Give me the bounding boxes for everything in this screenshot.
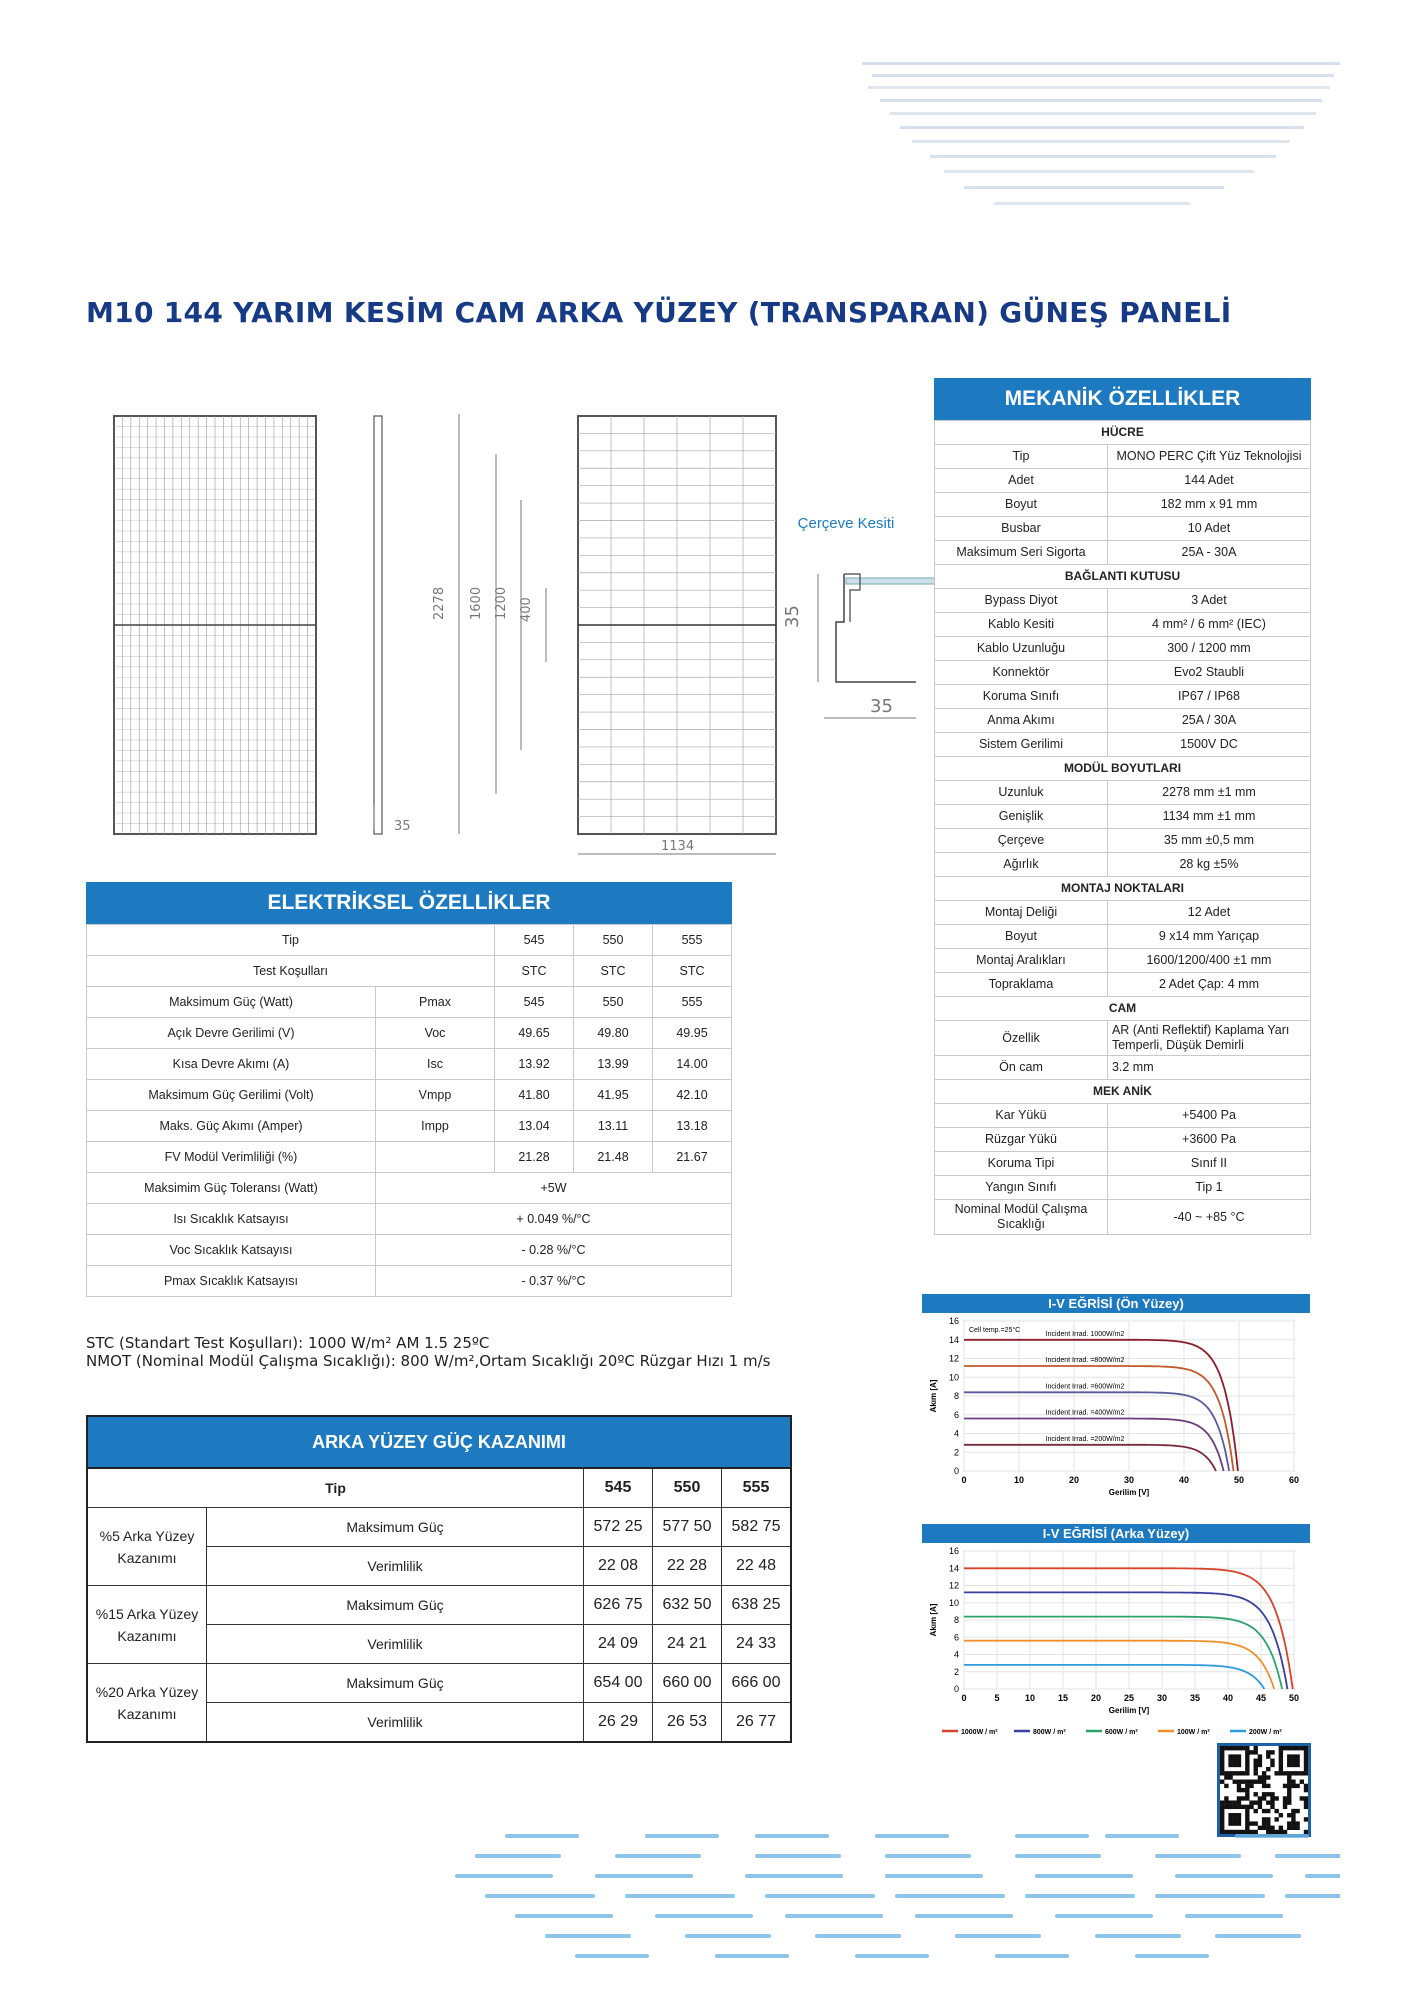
table-row <box>935 1176 1311 1200</box>
table-row <box>935 1104 1311 1128</box>
table-row <box>935 1056 1311 1080</box>
table-row <box>87 1142 732 1173</box>
metric-value: 26 29 <box>584 1703 653 1743</box>
spec-label: Boyut <box>935 925 1108 949</box>
table-row <box>87 956 732 987</box>
spec-value: 3.2 mm <box>1107 1056 1310 1080</box>
x-axis-label: Gerilim [V] <box>1108 1488 1150 1497</box>
table-row <box>87 1235 732 1266</box>
spec-symbol: Isc <box>376 1049 495 1080</box>
spec-symbol: Vmpp <box>376 1080 495 1111</box>
x-tick-label: 20 <box>1090 1693 1102 1703</box>
metric-value: 577 50 <box>653 1508 722 1547</box>
spec-value: 144 Adet <box>1107 469 1310 493</box>
table-row <box>935 853 1311 877</box>
iv-front-plot <box>922 1313 1310 1513</box>
spec-label: Maksimum Seri Sigorta <box>935 541 1108 565</box>
spec-value: 49.65 <box>495 1018 574 1049</box>
spec-label: Açık Devre Gerilimi (V) <box>87 1018 376 1049</box>
spec-value: Tip 1 <box>1107 1176 1310 1200</box>
metric-value: 582 75 <box>722 1508 792 1547</box>
table-row <box>935 469 1311 493</box>
iv-rear-title: I-V EĞRİSİ (Arka Yüzey) <box>922 1524 1310 1543</box>
metric-label: Verimlilik <box>207 1547 584 1586</box>
spec-label: Ağırlık <box>935 853 1108 877</box>
y-tick-label: 0 <box>953 1466 959 1476</box>
spec-value: IP67 / IP68 <box>1107 685 1310 709</box>
spec-value: 1134 mm ±1 mm <box>1107 805 1310 829</box>
spec-label: Rüzgar Yükü <box>935 1128 1108 1152</box>
table-row <box>87 1266 732 1297</box>
spec-value: 42.10 <box>653 1080 732 1111</box>
spec-label: Maks. Güç Akımı (Amper) <box>87 1111 376 1142</box>
table-row <box>935 1021 1311 1056</box>
spec-value: +5400 Pa <box>1107 1104 1310 1128</box>
y-tick-label: 4 <box>953 1649 959 1660</box>
spec-value: MONO PERC Çift Yüz Teknolojisi <box>1107 445 1310 469</box>
metric-value: 626 75 <box>584 1586 653 1625</box>
spec-value: 550 <box>574 925 653 956</box>
svg-text:35: 35 <box>782 605 803 628</box>
table-row <box>935 901 1311 925</box>
spec-value: STC <box>653 956 732 987</box>
x-tick-label: 40 <box>1222 1693 1234 1703</box>
spec-label: Uzunluk <box>935 781 1108 805</box>
y-tick-label: 0 <box>953 1684 959 1694</box>
x-tick-label: 0 <box>961 1693 967 1703</box>
spec-value: STC <box>495 956 574 987</box>
metric-value: 572 25 <box>584 1508 653 1547</box>
column-header: 550 <box>653 1468 722 1508</box>
spec-label: Bypass Diyot <box>935 589 1108 613</box>
spec-value: 12 Adet <box>1107 901 1310 925</box>
metric-value: 666 00 <box>722 1664 792 1703</box>
spec-label: Montaj Aralıkları <box>935 949 1108 973</box>
table-row <box>87 1586 791 1625</box>
spec-value: AR (Anti Reflektif) Kaplama Yarı Temperli, Düşük Demirli <box>1107 1021 1310 1056</box>
spec-value: Evo2 Staubli <box>1107 661 1310 685</box>
spec-value: 2278 mm ±1 mm <box>1107 781 1310 805</box>
spec-label: Voc Sıcaklık Katsayısı <box>87 1235 376 1266</box>
svg-text:35: 35 <box>870 696 893 717</box>
spec-label: Ön cam <box>935 1056 1108 1080</box>
series-label: Incident Irrad. =400W/m2 <box>1045 1409 1125 1417</box>
y-tick-label: 4 <box>953 1428 959 1439</box>
table-row <box>87 1204 732 1235</box>
spec-value: 21.67 <box>653 1142 732 1173</box>
table-row <box>935 637 1311 661</box>
spec-label: Çerçeve <box>935 829 1108 853</box>
iv-front-chart <box>922 1294 1310 1518</box>
panel-technical-drawing <box>86 410 934 880</box>
iv-front-title: I-V EĞRİSİ (Ön Yüzey) <box>922 1294 1310 1313</box>
x-axis-label: Gerilim [V] <box>1108 1706 1150 1715</box>
spec-value: 182 mm x 91 mm <box>1107 493 1310 517</box>
spec-value: 1500V DC <box>1107 733 1310 757</box>
table-row <box>935 661 1311 685</box>
nmot-note: NMOT (Nominal Modül Çalışma Sıcaklığı): 800 W/m²,Ortam Sıcaklığı 20ºC Rüzgar Hızı 1 m/s <box>86 1352 771 1370</box>
svg-text:1600: 1600 <box>469 586 484 620</box>
y-tick-label: 6 <box>953 1632 959 1643</box>
table-row <box>935 781 1311 805</box>
x-tick-label: 60 <box>1288 1475 1300 1485</box>
metric-label: Verimlilik <box>207 1703 584 1743</box>
metric-value: 26 77 <box>722 1703 792 1743</box>
spec-value: -40 ~ +85 °C <box>1107 1200 1310 1235</box>
legend-label: 100W / m² <box>1177 1729 1210 1736</box>
table-row <box>935 733 1311 757</box>
mechanical-title: MEKANİK ÖZELLİKLER <box>934 378 1311 420</box>
spec-value: 25A / 30A <box>1107 709 1310 733</box>
spec-symbol <box>376 1142 495 1173</box>
spec-value: +3600 Pa <box>1107 1128 1310 1152</box>
metric-label: Maksimum Güç <box>207 1508 584 1547</box>
metric-value: 638 25 <box>722 1586 792 1625</box>
section-header: BAĞLANTI KUTUSU <box>935 565 1311 589</box>
metric-value: 26 53 <box>653 1703 722 1743</box>
metric-value: 654 00 <box>584 1664 653 1703</box>
y-tick-label: 14 <box>948 1563 959 1574</box>
spec-value: 550 <box>574 987 653 1018</box>
table-row <box>935 493 1311 517</box>
x-tick-label: 35 <box>1189 1693 1201 1703</box>
spec-value: 25A - 30A <box>1107 541 1310 565</box>
table-row <box>935 1128 1311 1152</box>
y-tick-label: 8 <box>953 1615 959 1625</box>
x-tick-label: 20 <box>1068 1475 1080 1485</box>
spec-value: 35 mm ±0,5 mm <box>1107 829 1310 853</box>
spec-label: Anma Akımı <box>935 709 1108 733</box>
x-tick-label: 25 <box>1123 1693 1135 1703</box>
table-row <box>935 709 1311 733</box>
y-tick-label: 14 <box>948 1334 959 1345</box>
y-tick-label: 12 <box>948 1353 959 1364</box>
metric-value: 24 33 <box>722 1625 792 1664</box>
bottom-decoration <box>455 1826 1340 1976</box>
electrical-table <box>86 924 732 1297</box>
series-label: Incident Irrad. =800W/m2 <box>1045 1357 1125 1364</box>
mechanical-table <box>934 420 1311 1235</box>
table-row <box>935 973 1311 997</box>
metric-value: 22 28 <box>653 1547 722 1586</box>
x-tick-label: 10 <box>1013 1475 1025 1485</box>
rear-gain-specs <box>86 1415 792 1743</box>
spec-value: STC <box>574 956 653 987</box>
spec-label: Tip <box>935 445 1108 469</box>
table-row <box>87 1018 732 1049</box>
spec-label: Kar Yükü <box>935 1104 1108 1128</box>
section-header: CAM <box>935 997 1311 1021</box>
spec-value: 41.95 <box>574 1080 653 1111</box>
spec-value: 2 Adet Çap: 4 mm <box>1107 973 1310 997</box>
spec-value: 300 / 1200 mm <box>1107 637 1310 661</box>
svg-text:2278: 2278 <box>432 586 447 620</box>
spec-label: Test Koşulları <box>87 956 495 987</box>
electrical-specs <box>86 882 732 1297</box>
spec-label: Genişlik <box>935 805 1108 829</box>
spec-symbol: Impp <box>376 1111 495 1142</box>
chart-annotation: Cell temp.=25°C <box>969 1327 1021 1334</box>
y-axis-label: Akım [A] <box>929 1603 938 1637</box>
spec-value: 41.80 <box>495 1080 574 1111</box>
table-row <box>935 541 1311 565</box>
spec-label: Nominal Modül Çalışma Sıcaklığı <box>935 1200 1108 1235</box>
legend-label: 1000W / m² <box>961 1729 998 1736</box>
spec-label: Tip <box>87 925 495 956</box>
column-header: 545 <box>584 1468 653 1508</box>
rear-gain-table <box>86 1467 792 1743</box>
spec-value: 13.92 <box>495 1049 574 1080</box>
section-header: MONTAJ NOKTALARI <box>935 877 1311 901</box>
legend-label: 600W / m² <box>1105 1729 1138 1736</box>
metric-value: 632 50 <box>653 1586 722 1625</box>
spec-value: 13.99 <box>574 1049 653 1080</box>
spec-value: 1600/1200/400 ±1 mm <box>1107 949 1310 973</box>
spec-label: Koruma Tipi <box>935 1152 1108 1176</box>
table-row <box>935 1152 1311 1176</box>
section-header: MEK ANİK <box>935 1080 1311 1104</box>
y-tick-label: 10 <box>948 1597 959 1608</box>
svg-text:35: 35 <box>394 819 411 834</box>
group-label: %5 Arka Yüzey Kazanımı <box>87 1508 207 1586</box>
spec-value: - 0.28 %/°C <box>376 1235 732 1266</box>
metric-value: 660 00 <box>653 1664 722 1703</box>
x-tick-label: 30 <box>1123 1475 1135 1485</box>
spec-value: - 0.37 %/°C <box>376 1266 732 1297</box>
table-row <box>935 613 1311 637</box>
spec-label: Kısa Devre Akımı (A) <box>87 1049 376 1080</box>
table-row <box>935 685 1311 709</box>
spec-label: Boyut <box>935 493 1108 517</box>
spec-value: 545 <box>495 987 574 1018</box>
spec-value: 9 x14 mm Yarıçap <box>1107 925 1310 949</box>
table-row <box>87 987 732 1018</box>
spec-value: 13.18 <box>653 1111 732 1142</box>
frame-section-label: Çerçeve Kesiti <box>797 515 895 532</box>
metric-value: 24 09 <box>584 1625 653 1664</box>
spec-label: FV Modül Verimliliği (%) <box>87 1142 376 1173</box>
table-row <box>935 445 1311 469</box>
series-label: Incident Irrad. =200W/m2 <box>1045 1435 1125 1443</box>
spec-label: Koruma Sınıfı <box>935 685 1108 709</box>
y-tick-label: 12 <box>948 1580 959 1591</box>
table-row <box>935 1200 1311 1235</box>
x-tick-label: 50 <box>1288 1693 1300 1703</box>
spec-value: 3 Adet <box>1107 589 1310 613</box>
mechanical-specs <box>934 378 1311 1235</box>
spec-label: Maksimum Güç (Watt) <box>87 987 376 1018</box>
y-tick-label: 2 <box>953 1447 959 1458</box>
table-row <box>87 1111 732 1142</box>
svg-text:1134: 1134 <box>661 839 695 854</box>
metric-value: 22 08 <box>584 1547 653 1586</box>
table-row <box>935 829 1311 853</box>
x-tick-label: 0 <box>961 1475 967 1485</box>
table-row <box>87 1080 732 1111</box>
table-row <box>87 1508 791 1547</box>
table-row <box>87 925 732 956</box>
spec-value: 21.48 <box>574 1142 653 1173</box>
table-row <box>87 1664 791 1703</box>
y-tick-label: 6 <box>953 1409 959 1420</box>
svg-text:1200: 1200 <box>494 586 509 620</box>
metric-value: 24 21 <box>653 1625 722 1664</box>
metric-value: 22 48 <box>722 1547 792 1586</box>
group-label: %15 Arka Yüzey Kazanımı <box>87 1586 207 1664</box>
table-row <box>87 1049 732 1080</box>
spec-value: 13.11 <box>574 1111 653 1142</box>
table-row <box>935 589 1311 613</box>
y-axis-label: Akım [A] <box>929 1379 938 1413</box>
page-title: M10 144 YARIM KESİM CAM ARKA YÜZEY (TRANSPARAN) GÜNEŞ PANELİ <box>86 296 1232 329</box>
y-tick-label: 10 <box>948 1372 959 1383</box>
electrical-title: ELEKTRİKSEL ÖZELLİKLER <box>86 882 732 924</box>
column-header: Tip <box>87 1468 584 1508</box>
rear-gain-title: ARKA YÜZEY GÜÇ KAZANIMI <box>86 1415 792 1467</box>
spec-value: 545 <box>495 925 574 956</box>
x-tick-label: 15 <box>1057 1693 1069 1703</box>
legend-label: 800W / m² <box>1033 1729 1066 1736</box>
spec-label: Isı Sıcaklık Katsayısı <box>87 1204 376 1235</box>
y-tick-label: 2 <box>953 1666 959 1677</box>
svg-text:400: 400 <box>519 597 534 622</box>
iv-rear-chart <box>922 1524 1310 1748</box>
section-header: HÜCRE <box>935 421 1311 445</box>
spec-value: 14.00 <box>653 1049 732 1080</box>
spec-value: 28 kg ±5% <box>1107 853 1310 877</box>
spec-label: Konnektör <box>935 661 1108 685</box>
group-label: %20 Arka Yüzey Kazanımı <box>87 1664 207 1743</box>
stc-note: STC (Standart Test Koşulları): 1000 W/m² AM 1.5 25ºC <box>86 1334 490 1352</box>
spec-label: Kablo Uzunluğu <box>935 637 1108 661</box>
metric-label: Maksimum Güç <box>207 1586 584 1625</box>
spec-label: Adet <box>935 469 1108 493</box>
y-tick-label: 8 <box>953 1391 959 1401</box>
series-label: Incident Irrad. 1000W/m2 <box>1045 1330 1125 1338</box>
spec-label: Kablo Kesiti <box>935 613 1108 637</box>
test-conditions-note <box>86 1334 770 1370</box>
table-row <box>935 517 1311 541</box>
spec-label: Pmax Sıcaklık Katsayısı <box>87 1266 376 1297</box>
metric-label: Verimlilik <box>207 1625 584 1664</box>
spec-value: 49.95 <box>653 1018 732 1049</box>
table-row <box>935 925 1311 949</box>
spec-value: 21.28 <box>495 1142 574 1173</box>
x-tick-label: 10 <box>1024 1693 1036 1703</box>
x-tick-label: 5 <box>994 1693 1000 1703</box>
x-tick-label: 40 <box>1178 1475 1190 1485</box>
spec-value: + 0.049 %/°C <box>376 1204 732 1235</box>
spec-label: Busbar <box>935 517 1108 541</box>
spec-label: Özellik <box>935 1021 1108 1056</box>
x-tick-label: 50 <box>1233 1475 1245 1485</box>
metric-label: Maksimum Güç <box>207 1664 584 1703</box>
column-header: 555 <box>722 1468 792 1508</box>
spec-label: Montaj Deliği <box>935 901 1108 925</box>
table-row <box>87 1173 732 1204</box>
spec-label: Topraklama <box>935 973 1108 997</box>
table-row <box>935 805 1311 829</box>
x-tick-label: 45 <box>1255 1693 1267 1703</box>
spec-value: 4 mm² / 6 mm² (IEC) <box>1107 613 1310 637</box>
qr-code[interactable] <box>1217 1743 1311 1837</box>
spec-label: Maksimum Güç Gerilimi (Volt) <box>87 1080 376 1111</box>
spec-label: Yangın Sınıfı <box>935 1176 1108 1200</box>
y-tick-label: 16 <box>948 1546 959 1556</box>
spec-value: 49.80 <box>574 1018 653 1049</box>
spec-label: Sistem Gerilimi <box>935 733 1108 757</box>
y-tick-label: 16 <box>948 1316 959 1326</box>
spec-value: 555 <box>653 987 732 1018</box>
legend-label: 200W / m² <box>1249 1729 1282 1736</box>
spec-value: 555 <box>653 925 732 956</box>
spec-symbol: Voc <box>376 1018 495 1049</box>
spec-value: 10 Adet <box>1107 517 1310 541</box>
section-header: MODÜL BOYUTLARI <box>935 757 1311 781</box>
spec-symbol: Pmax <box>376 987 495 1018</box>
x-tick-label: 30 <box>1156 1693 1168 1703</box>
iv-rear-plot <box>922 1543 1310 1743</box>
table-row <box>935 949 1311 973</box>
spec-label: Maksimim Güç Toleransı (Watt) <box>87 1173 376 1204</box>
spec-value: +5W <box>376 1173 732 1204</box>
spec-value: 13.04 <box>495 1111 574 1142</box>
series-label: Incident Irrad. =600W/m2 <box>1045 1383 1125 1391</box>
spec-value: Sınıf II <box>1107 1152 1310 1176</box>
